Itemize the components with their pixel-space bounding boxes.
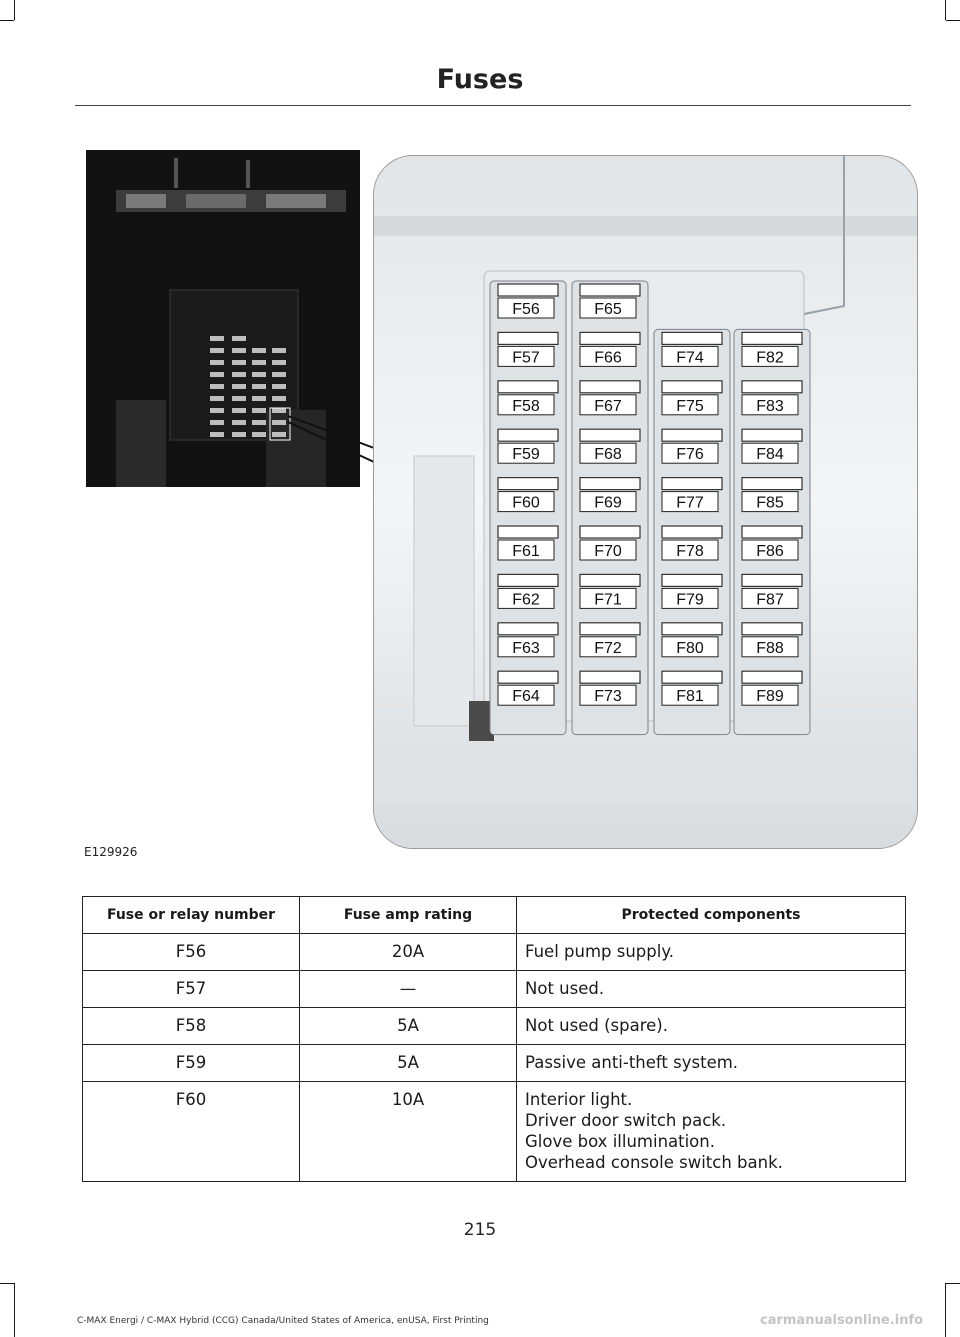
- component-line: Interior light.: [525, 1090, 633, 1109]
- component-line: Passive anti-theft system.: [525, 1053, 739, 1072]
- fuse-label: F57: [512, 349, 540, 367]
- table-row: [83, 971, 906, 1008]
- fuse-label: F63: [512, 639, 540, 657]
- protected-components-cell: [517, 934, 906, 971]
- amp-rating-cell: —: [300, 971, 517, 1008]
- component-line: Glove box illumination.: [525, 1132, 715, 1151]
- amp-rating-cell: 5A: [300, 1008, 517, 1045]
- fuse-label: F89: [756, 688, 784, 706]
- table-row: [83, 934, 906, 971]
- fuse-label: F79: [676, 591, 704, 609]
- fuse-clip: [742, 526, 802, 538]
- table-header-row: [83, 897, 906, 934]
- header-protected-components: Protected components: [517, 897, 906, 934]
- fuse-panel-illustration: [374, 156, 917, 848]
- fuse-label: F75: [676, 397, 704, 415]
- figure-id: E129926: [84, 845, 138, 859]
- fuse-label: F78: [676, 543, 704, 560]
- fuse-label: F60: [512, 494, 540, 512]
- fuse-clip: [498, 381, 558, 393]
- fuse-label: F64: [512, 688, 540, 706]
- fuse-clip: [580, 478, 640, 490]
- fuse-label: F70: [594, 543, 622, 560]
- fuse-clip: [742, 671, 802, 683]
- fuse-clip: [580, 284, 640, 296]
- fuse-panel-diagram: [373, 155, 918, 849]
- fuse-clip: [498, 623, 558, 635]
- fuse-label: F74: [676, 349, 704, 367]
- header-amp-rating: Fuse amp rating: [300, 897, 517, 934]
- component-line: Not used.: [525, 979, 605, 998]
- fuse-label: F59: [512, 446, 540, 464]
- fuse-clip: [580, 429, 640, 441]
- fuse-table-body: [83, 934, 906, 1182]
- watermark: carmanualsonline.info: [760, 1313, 924, 1328]
- fuse-clip: [498, 332, 558, 344]
- fuse-label: F86: [756, 543, 784, 560]
- amp-rating-cell: 5A: [300, 1045, 517, 1082]
- component-line: Driver door switch pack.: [525, 1111, 727, 1130]
- fuse-clip: [580, 381, 640, 393]
- fuse-clip: [498, 429, 558, 441]
- fuse-clip: [498, 671, 558, 683]
- fuse-clip: [742, 478, 802, 490]
- fuse-clip: [742, 429, 802, 441]
- page-title: Fuses: [436, 64, 524, 95]
- fuse-label: F56: [512, 301, 540, 318]
- page-number: 215: [463, 1220, 497, 1240]
- fuse-clip: [662, 623, 722, 635]
- component-line: Not used (spare).: [525, 1016, 668, 1035]
- fuse-label: F62: [512, 591, 540, 609]
- fuse-clip: [662, 332, 722, 344]
- fuse-clip: [662, 381, 722, 393]
- component-line: Fuel pump supply.: [525, 942, 674, 961]
- fuse-clip: [498, 284, 558, 296]
- protected-components-cell: [517, 1045, 906, 1082]
- table-row: [83, 1045, 906, 1082]
- fuse-number-cell: F57: [83, 971, 300, 1008]
- fuse-clip: [580, 623, 640, 635]
- table-row: [83, 1082, 906, 1182]
- page-footer: C-MAX Energi / C-MAX Hybrid (CCG) Canada/United States of America, enUSA, First Printing: [77, 1316, 489, 1326]
- protected-components-cell: [517, 971, 906, 1008]
- fuse-clip: [662, 478, 722, 490]
- fuse-clip: [580, 526, 640, 538]
- fuse-label: F76: [676, 446, 704, 464]
- fuse-clip: [742, 623, 802, 635]
- header-fuse-number: Fuse or relay number: [83, 897, 300, 934]
- fuse-label: F69: [594, 494, 622, 512]
- fuse-table: [82, 896, 906, 1182]
- fuse-clip: [580, 574, 640, 586]
- fuse-label: F58: [512, 397, 540, 415]
- fuse-number-cell: F60: [83, 1082, 300, 1182]
- fuse-label: F71: [594, 591, 622, 609]
- fuse-clip: [498, 526, 558, 538]
- fuse-label: F72: [594, 639, 622, 657]
- fuse-clip: [498, 574, 558, 586]
- fuse-label: F81: [676, 688, 704, 706]
- fuse-label: F88: [756, 639, 784, 657]
- fuse-clip: [662, 671, 722, 683]
- fuse-label: F85: [756, 494, 784, 512]
- amp-rating-cell: 10A: [300, 1082, 517, 1182]
- fuse-label: F83: [756, 397, 784, 415]
- fuse-clip: [580, 671, 640, 683]
- fuse-label: F82: [756, 349, 784, 367]
- protected-components-cell: [517, 1082, 906, 1182]
- fuse-clip: [662, 429, 722, 441]
- fuse-label: F77: [676, 494, 704, 512]
- protected-components-cell: [517, 1008, 906, 1045]
- fuse-clip: [580, 332, 640, 344]
- fuse-label: F87: [756, 591, 784, 609]
- fuse-clip: [498, 478, 558, 490]
- fuse-clip: [742, 574, 802, 586]
- fuse-label: F68: [594, 446, 622, 464]
- fuse-clip: [742, 332, 802, 344]
- fuse-label: F73: [594, 688, 622, 706]
- fuse-label: F65: [594, 301, 622, 318]
- fuse-label: F84: [756, 446, 784, 464]
- fuse-label: F67: [594, 397, 622, 415]
- fuse-number-cell: F59: [83, 1045, 300, 1082]
- component-line: Overhead console switch bank.: [525, 1153, 783, 1172]
- fuse-clip: [662, 574, 722, 586]
- fuse-number-cell: F56: [83, 934, 300, 971]
- amp-rating-cell: 20A: [300, 934, 517, 971]
- fuse-label: F61: [512, 543, 540, 560]
- fuse-clip: [742, 381, 802, 393]
- fuse-number-cell: F58: [83, 1008, 300, 1045]
- table-row: [83, 1008, 906, 1045]
- fuse-label: F80: [676, 639, 704, 657]
- fuse-label: F66: [594, 349, 622, 367]
- fuse-clip: [662, 526, 722, 538]
